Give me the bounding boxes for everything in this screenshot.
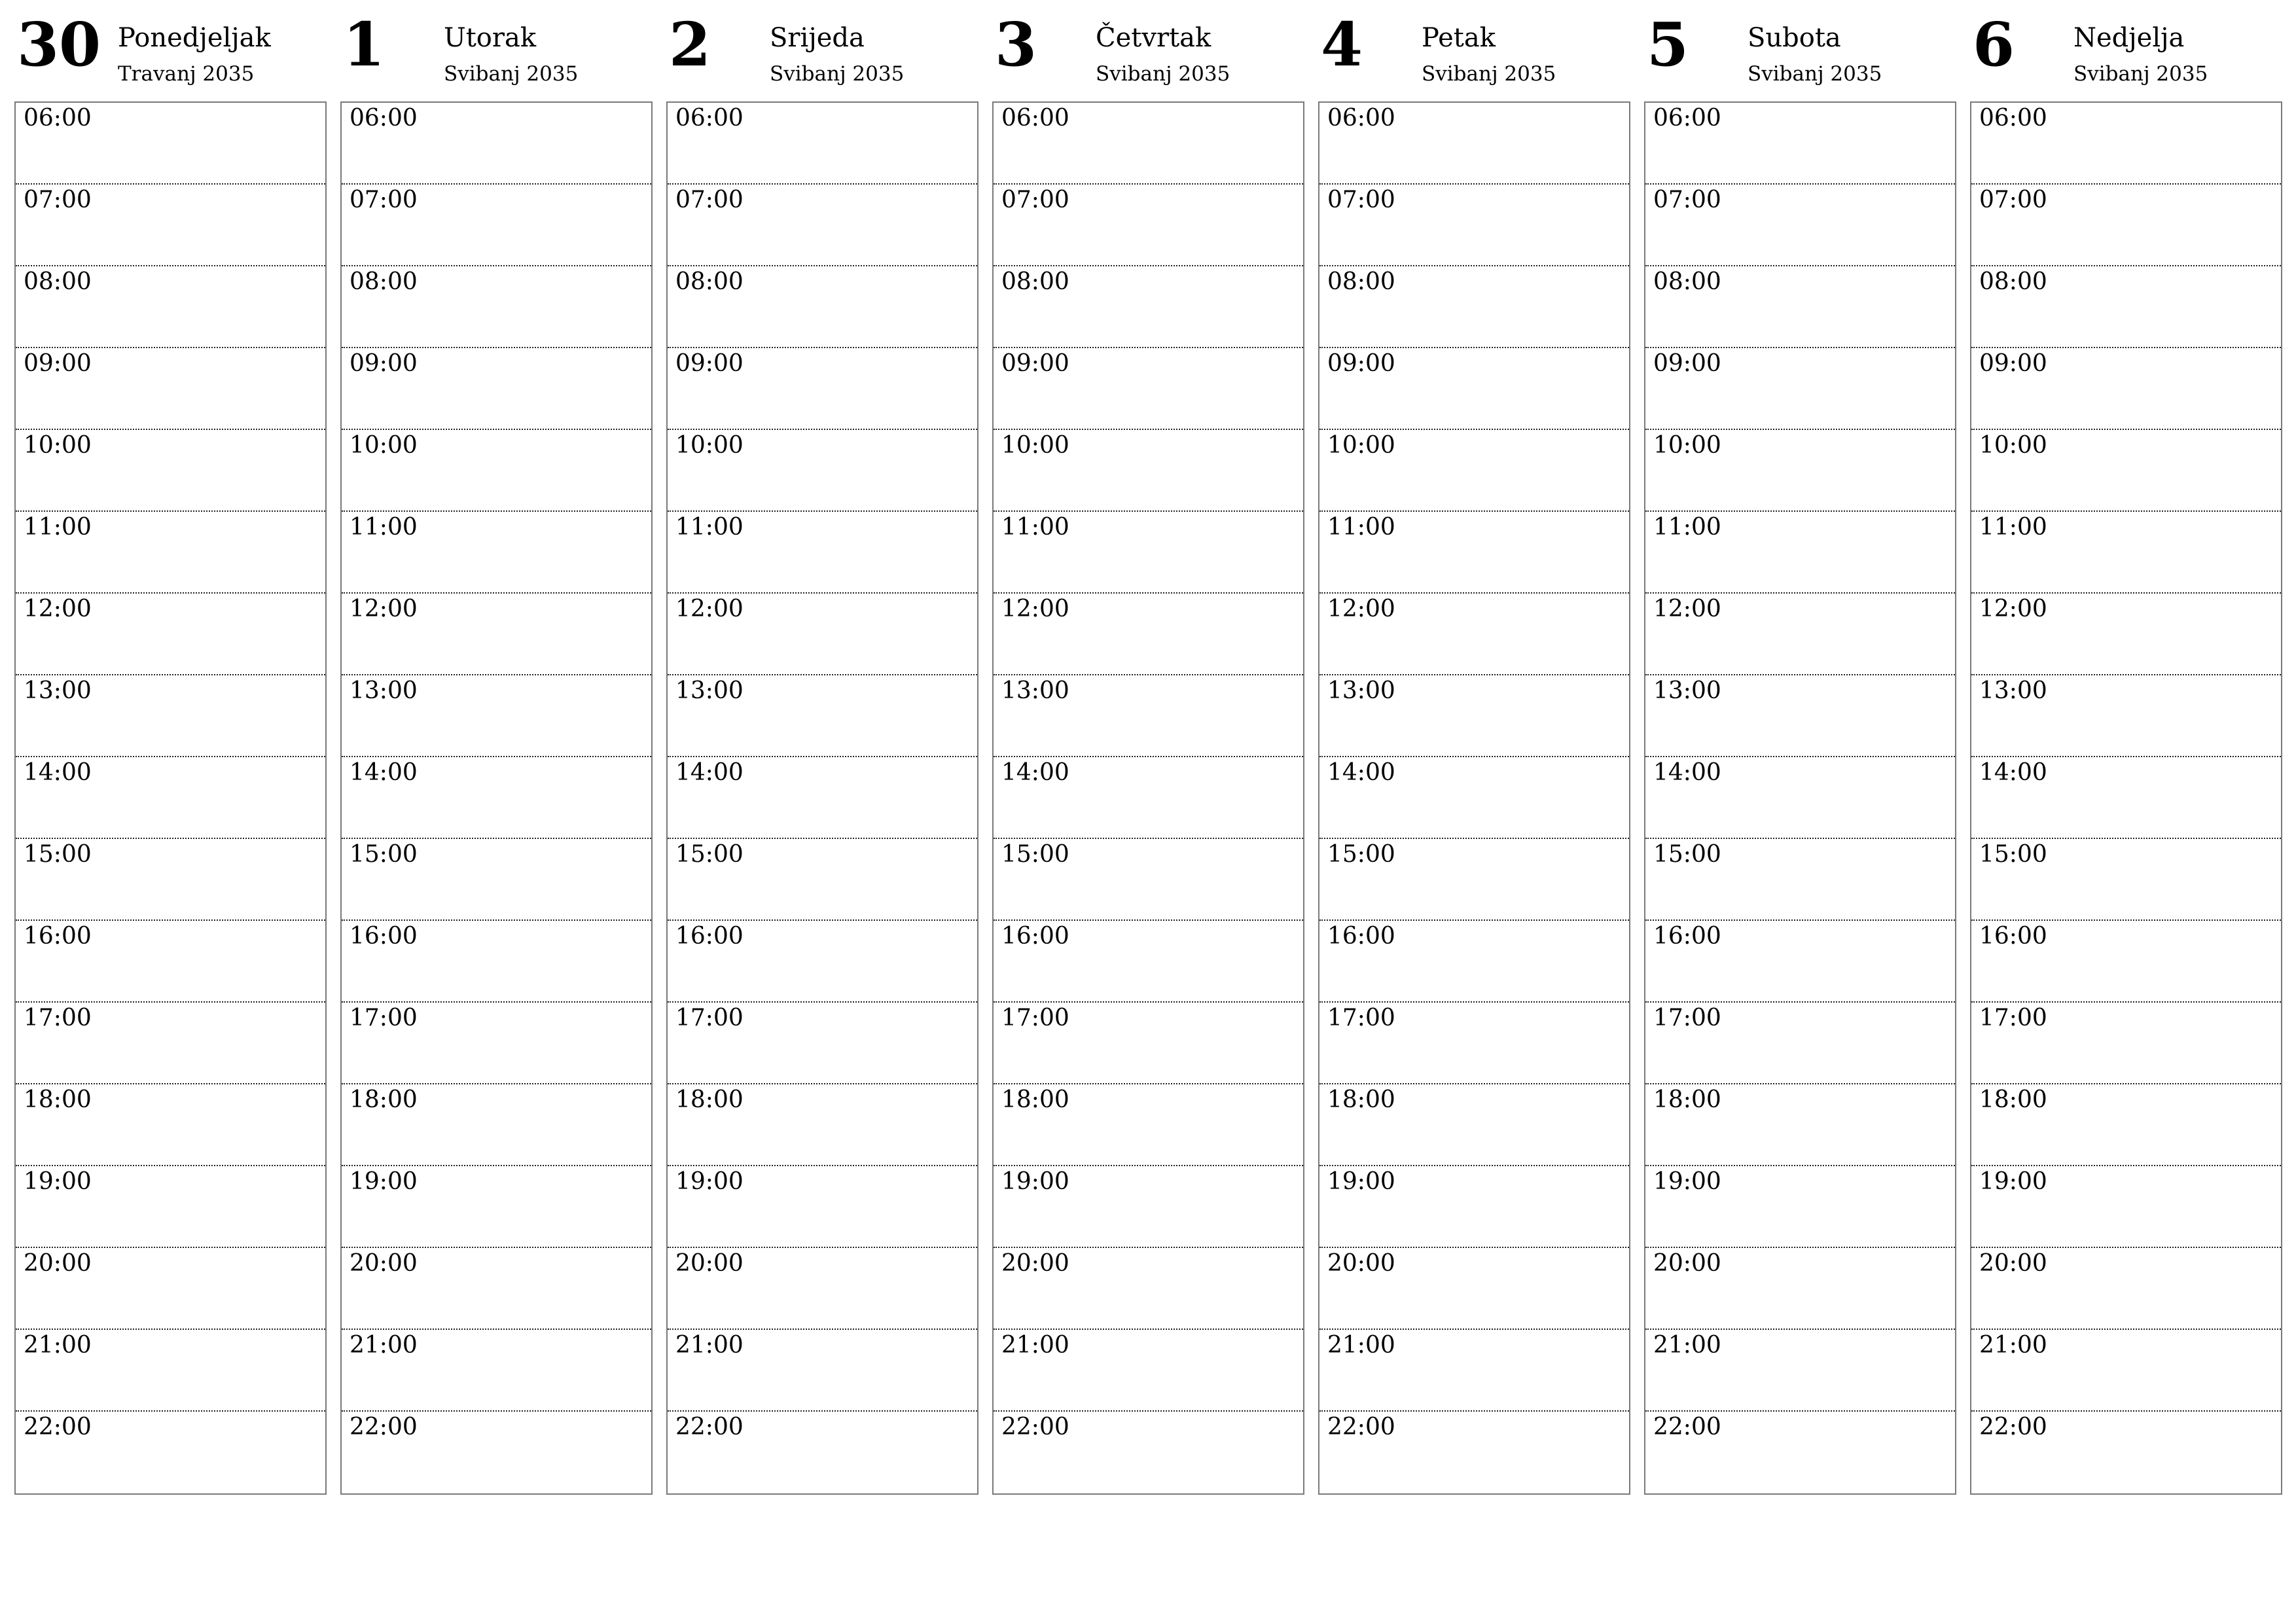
hour-label: 17:00	[675, 1005, 744, 1031]
hour-slot[interactable]	[16, 1412, 325, 1493]
hour-label: 18:00	[1001, 1086, 1069, 1113]
day-name: Petak	[1422, 23, 1496, 53]
hour-slot[interactable]	[16, 594, 325, 675]
hour-slot[interactable]	[994, 757, 1303, 839]
hour-slot[interactable]	[994, 839, 1303, 921]
hour-label: 21:00	[675, 1332, 744, 1359]
hour-label: 06:00	[1327, 105, 1395, 132]
hour-slot[interactable]	[668, 348, 977, 430]
hour-slot[interactable]	[16, 1248, 325, 1330]
hour-label: 15:00	[1653, 841, 1721, 868]
hour-slot[interactable]	[1971, 839, 2281, 921]
hour-slot[interactable]	[668, 675, 977, 757]
hour-label: 07:00	[1653, 187, 1721, 213]
hour-label: 18:00	[675, 1086, 744, 1113]
hour-slot[interactable]	[342, 512, 651, 594]
hour-label: 09:00	[24, 350, 92, 377]
hour-slot[interactable]	[16, 1084, 325, 1166]
hour-slot[interactable]	[16, 757, 325, 839]
hour-label: 15:00	[350, 841, 418, 868]
hour-slot[interactable]	[1645, 1412, 1955, 1493]
hour-label: 17:00	[350, 1005, 418, 1031]
hour-label: 07:00	[1001, 187, 1069, 213]
hour-label: 12:00	[24, 596, 92, 622]
hour-label: 12:00	[1001, 596, 1069, 622]
hour-label: 20:00	[1653, 1250, 1721, 1277]
hour-label: 09:00	[1979, 350, 2047, 377]
day-number: 1	[343, 9, 386, 80]
hour-label: 07:00	[350, 187, 418, 213]
hour-slot[interactable]	[16, 921, 325, 1003]
day-column	[666, 0, 978, 1505]
hour-slot[interactable]	[668, 757, 977, 839]
hour-label: 14:00	[1979, 759, 2047, 786]
hour-label: 15:00	[1327, 841, 1395, 868]
day-header	[1318, 0, 1630, 99]
hour-label: 08:00	[1979, 268, 2047, 295]
hour-label: 16:00	[1327, 923, 1395, 950]
hour-label: 08:00	[350, 268, 418, 295]
day-schedule-box	[340, 101, 653, 1495]
day-column	[1970, 0, 2282, 1505]
hour-label: 19:00	[1979, 1168, 2047, 1195]
hour-slot[interactable]	[342, 1003, 651, 1084]
hour-slot[interactable]	[1971, 1003, 2281, 1084]
hour-slot[interactable]	[1319, 839, 1629, 921]
hour-slot[interactable]	[1645, 348, 1955, 430]
hour-label: 21:00	[1001, 1332, 1069, 1359]
hour-slot[interactable]	[668, 1084, 977, 1166]
hour-slot[interactable]	[16, 1166, 325, 1248]
hour-slot[interactable]	[668, 1412, 977, 1493]
hour-label: 09:00	[1653, 350, 1721, 377]
day-name: Četvrtak	[1096, 23, 1211, 53]
hour-slot[interactable]	[1971, 1330, 2281, 1412]
hour-label: 10:00	[675, 432, 744, 459]
hour-label: 09:00	[675, 350, 744, 377]
hour-slot[interactable]	[1645, 103, 1955, 185]
hour-slot[interactable]	[994, 1084, 1303, 1166]
hour-label: 18:00	[1979, 1086, 2047, 1113]
hour-slot[interactable]	[1645, 675, 1955, 757]
hour-slot[interactable]	[342, 594, 651, 675]
hour-slot[interactable]	[1319, 594, 1629, 675]
hour-slot[interactable]	[1319, 430, 1629, 512]
hour-slot[interactable]	[668, 430, 977, 512]
day-month-year: Svibanj 2035	[1096, 62, 1230, 86]
hour-slot[interactable]	[16, 185, 325, 266]
hour-slot[interactable]	[994, 1412, 1303, 1493]
hour-label: 14:00	[24, 759, 92, 786]
hour-label: 20:00	[675, 1250, 744, 1277]
day-month-year: Svibanj 2035	[1422, 62, 1556, 86]
hour-label: 18:00	[1653, 1086, 1721, 1113]
hour-label: 11:00	[1653, 514, 1721, 541]
hour-label: 12:00	[675, 596, 744, 622]
hour-label: 15:00	[1001, 841, 1069, 868]
hour-label: 21:00	[1979, 1332, 2047, 1359]
hour-slot[interactable]	[668, 1003, 977, 1084]
hour-label: 13:00	[675, 677, 744, 704]
hour-slot[interactable]	[994, 921, 1303, 1003]
hour-label: 09:00	[1001, 350, 1069, 377]
day-name: Srijeda	[770, 23, 865, 53]
hour-label: 12:00	[1979, 596, 2047, 622]
hour-slot[interactable]	[1971, 185, 2281, 266]
hour-slot[interactable]	[342, 103, 651, 185]
day-column	[340, 0, 653, 1505]
hour-label: 08:00	[1653, 268, 1721, 295]
day-number: 3	[995, 9, 1037, 80]
day-schedule-box	[1970, 101, 2282, 1495]
day-header	[666, 0, 978, 99]
hour-slot[interactable]	[994, 1248, 1303, 1330]
hour-slot[interactable]	[1645, 1166, 1955, 1248]
hour-slot[interactable]	[342, 675, 651, 757]
hour-label: 11:00	[675, 514, 744, 541]
hour-slot[interactable]	[1645, 839, 1955, 921]
day-number: 2	[669, 9, 711, 80]
hour-label: 19:00	[1001, 1168, 1069, 1195]
hour-label: 19:00	[24, 1168, 92, 1195]
day-header	[1970, 0, 2282, 99]
hour-label: 07:00	[1327, 187, 1395, 213]
day-schedule-box	[992, 101, 1304, 1495]
hour-label: 16:00	[1653, 923, 1721, 950]
hour-label: 17:00	[1327, 1005, 1395, 1031]
hour-slot[interactable]	[16, 675, 325, 757]
hour-label: 09:00	[350, 350, 418, 377]
hour-slot[interactable]	[1971, 594, 2281, 675]
day-month-year: Svibanj 2035	[444, 62, 579, 86]
hour-slot[interactable]	[1319, 266, 1629, 348]
hour-slot[interactable]	[342, 266, 651, 348]
day-month-year: Svibanj 2035	[770, 62, 905, 86]
hour-slot[interactable]	[1645, 757, 1955, 839]
hour-label: 06:00	[1001, 105, 1069, 132]
hour-slot[interactable]	[342, 430, 651, 512]
hour-label: 19:00	[1327, 1168, 1395, 1195]
hour-slot[interactable]	[994, 594, 1303, 675]
hour-label: 08:00	[1327, 268, 1395, 295]
hour-slot[interactable]	[342, 839, 651, 921]
hour-slot[interactable]	[1319, 185, 1629, 266]
day-header	[992, 0, 1304, 99]
day-schedule-box	[14, 101, 327, 1495]
hour-label: 13:00	[1653, 677, 1721, 704]
hour-label: 11:00	[1001, 514, 1069, 541]
hour-slot[interactable]	[1971, 757, 2281, 839]
hour-label: 13:00	[1979, 677, 2047, 704]
hour-label: 16:00	[675, 923, 744, 950]
hour-label: 07:00	[1979, 187, 2047, 213]
hour-slot[interactable]	[1971, 1166, 2281, 1248]
hour-label: 09:00	[1327, 350, 1395, 377]
hour-label: 20:00	[24, 1250, 92, 1277]
hour-slot[interactable]	[1971, 266, 2281, 348]
hour-label: 12:00	[1327, 596, 1395, 622]
hour-slot[interactable]	[16, 348, 325, 430]
day-column	[14, 0, 327, 1505]
hour-slot[interactable]	[1319, 675, 1629, 757]
day-header	[340, 0, 653, 99]
hour-label: 14:00	[1001, 759, 1069, 786]
hour-label: 11:00	[1327, 514, 1395, 541]
hour-slot[interactable]	[1319, 1330, 1629, 1412]
day-column	[1644, 0, 1956, 1505]
hour-label: 22:00	[350, 1414, 418, 1440]
hour-label: 11:00	[350, 514, 418, 541]
hour-label: 20:00	[1001, 1250, 1069, 1277]
hour-slot[interactable]	[1319, 348, 1629, 430]
hour-label: 10:00	[1979, 432, 2047, 459]
day-name: Nedjelja	[2073, 23, 2185, 53]
hour-label: 22:00	[1001, 1414, 1069, 1440]
day-number: 30	[17, 9, 101, 80]
hour-slot[interactable]	[668, 839, 977, 921]
hour-label: 12:00	[350, 596, 418, 622]
hour-slot[interactable]	[1645, 921, 1955, 1003]
hour-slot[interactable]	[994, 430, 1303, 512]
hour-label: 16:00	[24, 923, 92, 950]
hour-label: 16:00	[1001, 923, 1069, 950]
hour-label: 10:00	[1327, 432, 1395, 459]
hour-slot[interactable]	[1645, 1003, 1955, 1084]
hour-label: 19:00	[675, 1168, 744, 1195]
hour-label: 21:00	[24, 1332, 92, 1359]
hour-slot[interactable]	[994, 512, 1303, 594]
hour-label: 18:00	[24, 1086, 92, 1113]
hour-label: 20:00	[1979, 1250, 2047, 1277]
hour-slot[interactable]	[342, 1330, 651, 1412]
hour-slot[interactable]	[668, 594, 977, 675]
hour-label: 13:00	[24, 677, 92, 704]
hour-slot[interactable]	[1645, 1084, 1955, 1166]
day-name: Ponedjeljak	[118, 23, 271, 53]
hour-slot[interactable]	[16, 266, 325, 348]
hour-label: 11:00	[24, 514, 92, 541]
hour-label: 21:00	[1653, 1332, 1721, 1359]
hour-label: 22:00	[1653, 1414, 1721, 1440]
hour-label: 18:00	[350, 1086, 418, 1113]
hour-slot[interactable]	[668, 1166, 977, 1248]
hour-slot[interactable]	[1971, 1084, 2281, 1166]
hour-label: 07:00	[675, 187, 744, 213]
day-month-year: Travanj 2035	[118, 62, 255, 86]
hour-slot[interactable]	[342, 1412, 651, 1493]
hour-slot[interactable]	[668, 512, 977, 594]
hour-label: 22:00	[24, 1414, 92, 1440]
hour-label: 19:00	[1653, 1168, 1721, 1195]
day-header	[1644, 0, 1956, 99]
hour-label: 14:00	[1653, 759, 1721, 786]
hour-label: 17:00	[1979, 1005, 2047, 1031]
hour-slot[interactable]	[16, 1330, 325, 1412]
hour-label: 06:00	[1979, 105, 2047, 132]
hour-slot[interactable]	[1971, 348, 2281, 430]
hour-label: 13:00	[1327, 677, 1395, 704]
hour-label: 07:00	[24, 187, 92, 213]
hour-label: 16:00	[350, 923, 418, 950]
hour-label: 17:00	[24, 1005, 92, 1031]
hour-slot[interactable]	[994, 1003, 1303, 1084]
hour-label: 06:00	[1653, 105, 1721, 132]
hour-label: 22:00	[1979, 1414, 2047, 1440]
hour-slot[interactable]	[16, 430, 325, 512]
hour-slot[interactable]	[1319, 1248, 1629, 1330]
hour-label: 13:00	[1001, 677, 1069, 704]
hour-slot[interactable]	[1645, 594, 1955, 675]
hour-slot[interactable]	[16, 512, 325, 594]
hour-slot[interactable]	[342, 1084, 651, 1166]
hour-slot[interactable]	[994, 1166, 1303, 1248]
hour-slot[interactable]	[1971, 921, 2281, 1003]
hour-slot[interactable]	[1645, 1330, 1955, 1412]
hour-label: 11:00	[1979, 514, 2047, 541]
hour-slot[interactable]	[342, 757, 651, 839]
hour-slot[interactable]	[668, 103, 977, 185]
hour-slot[interactable]	[994, 675, 1303, 757]
hour-slot[interactable]	[994, 103, 1303, 185]
hour-label: 08:00	[675, 268, 744, 295]
hour-label: 16:00	[1979, 923, 2047, 950]
hour-slot[interactable]	[1319, 1166, 1629, 1248]
hour-slot[interactable]	[1645, 512, 1955, 594]
hour-label: 18:00	[1327, 1086, 1395, 1113]
hour-slot[interactable]	[1319, 512, 1629, 594]
day-header	[14, 0, 327, 99]
hour-slot[interactable]	[342, 185, 651, 266]
day-name: Utorak	[444, 23, 537, 53]
hour-label: 10:00	[1653, 432, 1721, 459]
hour-slot[interactable]	[1971, 1248, 2281, 1330]
day-column	[1318, 0, 1630, 1505]
hour-slot[interactable]	[1319, 1084, 1629, 1166]
day-month-year: Svibanj 2035	[1748, 62, 1882, 86]
hour-slot[interactable]	[1971, 430, 2281, 512]
hour-label: 21:00	[350, 1332, 418, 1359]
day-number: 6	[1973, 9, 2015, 80]
hour-slot[interactable]	[1645, 266, 1955, 348]
hour-label: 14:00	[1327, 759, 1395, 786]
hour-slot[interactable]	[1319, 921, 1629, 1003]
hour-slot[interactable]	[16, 839, 325, 921]
hour-slot[interactable]	[1971, 512, 2281, 594]
hour-slot[interactable]	[1319, 1412, 1629, 1493]
hour-label: 17:00	[1653, 1005, 1721, 1031]
day-schedule-box	[1318, 101, 1630, 1495]
hour-label: 19:00	[350, 1168, 418, 1195]
hour-label: 22:00	[675, 1414, 744, 1440]
hour-slot[interactable]	[1971, 675, 2281, 757]
hour-label: 06:00	[350, 105, 418, 132]
hour-slot[interactable]	[668, 266, 977, 348]
hour-label: 08:00	[1001, 268, 1069, 295]
hour-slot[interactable]	[1319, 103, 1629, 185]
hour-slot[interactable]	[342, 348, 651, 430]
hour-slot[interactable]	[668, 1330, 977, 1412]
hour-label: 20:00	[1327, 1250, 1395, 1277]
hour-slot[interactable]	[342, 1248, 651, 1330]
hour-slot[interactable]	[668, 921, 977, 1003]
hour-slot[interactable]	[994, 348, 1303, 430]
day-schedule-box	[666, 101, 978, 1495]
hour-slot[interactable]	[994, 1330, 1303, 1412]
day-name: Subota	[1748, 23, 1841, 53]
hour-slot[interactable]	[1319, 1003, 1629, 1084]
hour-slot[interactable]	[994, 185, 1303, 266]
hour-label: 14:00	[675, 759, 744, 786]
hour-label: 06:00	[24, 105, 92, 132]
hour-slot[interactable]	[1971, 1412, 2281, 1493]
hour-slot[interactable]	[1645, 185, 1955, 266]
day-schedule-box	[1644, 101, 1956, 1495]
hour-slot[interactable]	[1645, 430, 1955, 512]
day-number: 5	[1647, 9, 1689, 80]
hour-slot[interactable]	[994, 266, 1303, 348]
hour-slot[interactable]	[668, 1248, 977, 1330]
hour-slot[interactable]	[1319, 757, 1629, 839]
hour-slot[interactable]	[1971, 103, 2281, 185]
hour-slot[interactable]	[668, 185, 977, 266]
day-column	[992, 0, 1304, 1505]
day-month-year: Svibanj 2035	[2073, 62, 2208, 86]
hour-label: 15:00	[24, 841, 92, 868]
hour-slot[interactable]	[342, 921, 651, 1003]
hour-slot[interactable]	[16, 103, 325, 185]
day-number: 4	[1321, 9, 1363, 80]
hour-slot[interactable]	[342, 1166, 651, 1248]
hour-slot[interactable]	[1645, 1248, 1955, 1330]
hour-label: 20:00	[350, 1250, 418, 1277]
hour-label: 06:00	[675, 105, 744, 132]
hour-label: 21:00	[1327, 1332, 1395, 1359]
hour-slot[interactable]	[16, 1003, 325, 1084]
hour-label: 15:00	[675, 841, 744, 868]
hour-label: 10:00	[24, 432, 92, 459]
hour-label: 08:00	[24, 268, 92, 295]
hour-label: 12:00	[1653, 596, 1721, 622]
hour-label: 10:00	[350, 432, 418, 459]
hour-label: 13:00	[350, 677, 418, 704]
hour-label: 22:00	[1327, 1414, 1395, 1440]
hour-label: 17:00	[1001, 1005, 1069, 1031]
hour-label: 15:00	[1979, 841, 2047, 868]
hour-label: 14:00	[350, 759, 418, 786]
hour-label: 10:00	[1001, 432, 1069, 459]
